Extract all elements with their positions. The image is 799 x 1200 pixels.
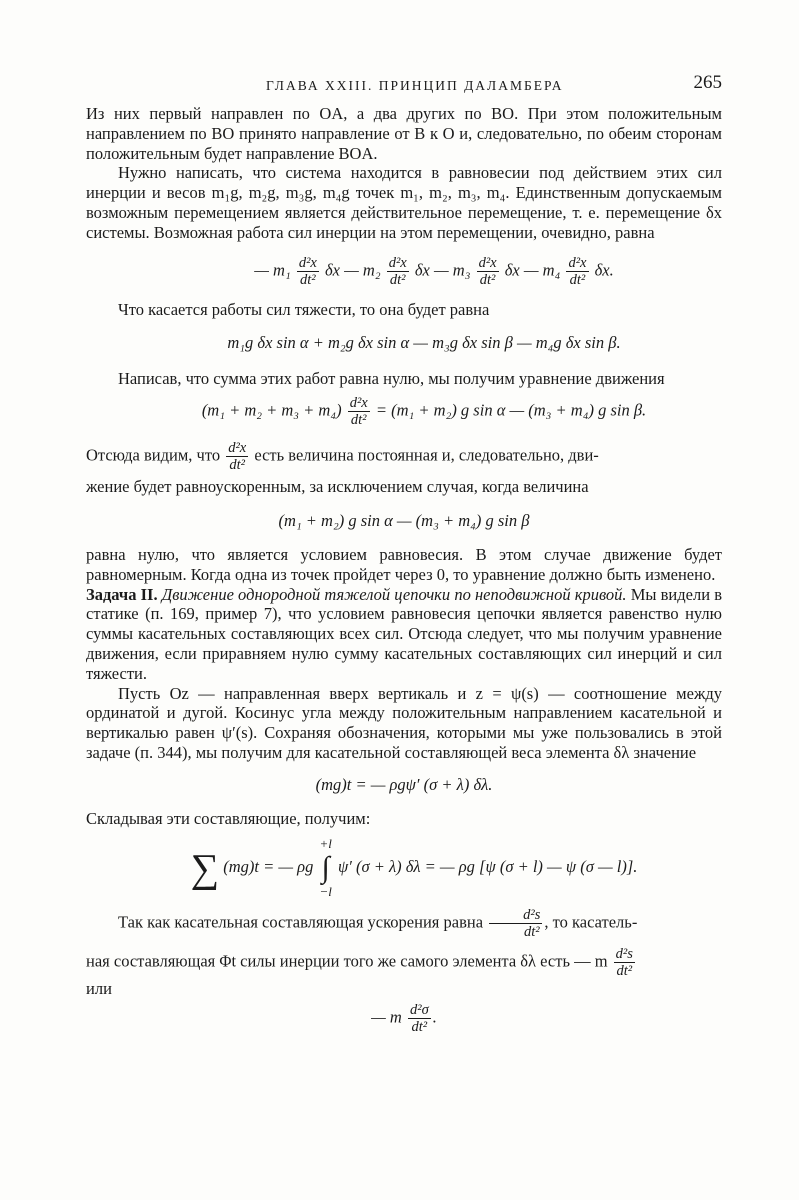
fraction: $\frac{\text{d²s}}{\text{dt²}}$: [489, 907, 542, 940]
paragraph-1: Из них первый направлен по OA, а два других по BO. При этом положительным направлением по BO принято направление от B к O и, следовательно, по обеим сторонам положительным будет направление BOA.: [86, 104, 722, 163]
paragraph-5a: Отсюда видим, что $\frac{\text{d²x}}{\text{dt²}}$ есть величина постоянная и, следовательно, дви-: [86, 440, 599, 474]
paragraph-10a: Так как касательная составляющая ускорения равна $\frac{\text{d²s}}{\text{dt²}}$ , то касатель-: [118, 906, 638, 940]
paragraph-10b: ная составляющая Φt силы инерции того же самого элемента δλ есть — m $\frac{\text{d²s}}{\text{dt²}}$: [86, 945, 633, 979]
paragraph-9: Складывая эти составляющие, получим:: [86, 808, 371, 828]
equation-inertia-work: [146, 255, 722, 288]
paragraph-3: Что касается работы сил тяжести, то она будет равна: [118, 299, 490, 319]
fraction: $\frac{\text{d²x}}{\text{dt²}}$: [388, 254, 407, 288]
fraction: $\frac{\text{d²x}}{\text{dt²}}$: [298, 254, 317, 288]
task-text: Мы видели в статике (п. 169, пример 7), что условием равновесия цепочки является равенство нулю суммы касательных составляющих всех сил. Отсюда следует, что мы получим уравнение движения, если приравняем нулю сумму касательных составляющих сил инерций и сил тяжести.: [86, 584, 723, 683]
paragraph-8: Пусть Oz — направленная вверх вертикаль и z = ψ(s) — соотношение между ординатой и дугой. Косинус угла между положительным направлением касательной и вертикалью равен ψ′(s). Сохраняя обозначения, которыми мы уже пользовались в этой задаче (п. 344), мы получим для касательной составляющей веса элемента δλ значение: [86, 683, 722, 762]
paragraph-6: равна нулю, что является условием равновесия. В этом случае движение будет равномерным. Когда одна из точек пройдет через 0, то уравнение должно быть изменено.: [86, 544, 722, 584]
equation-gravity-work: m₁g δx sin α + m₂g δx sin α — m₃g δx sin β — m₄g δx sin β.: [227, 333, 621, 353]
paragraph-2: Нужно написать, что система находится в равновесии под действием этих сил инерции и весов m₁g, m₂g, m₃g, m₄g точек m₁, m₂, m₃, m₄. Единственным допускаемым возможным перемещением является действительное перемещение, т. е. перемещение δx системы. Возможная работа сил инерции на этом перемещении, очевидно, равна: [86, 163, 722, 242]
chapter-title: ГЛАВА XXIII. ПРИНЦИП ДАЛАМБЕРА: [266, 78, 564, 93]
eq1-term-4: δx — m₄: [504, 259, 561, 279]
fraction: $\frac{\text{d²σ}}{\text{dt²}}$: [409, 1002, 429, 1036]
equation-sum: ∑ (mg)t = — ρg +l ∫ −l ψ′ (σ + λ) δλ = — ρg [ψ (σ + l) — ψ (σ — l)].: [190, 835, 638, 899]
fraction: $\frac{\text{d²x}}{\text{dt²}}$: [349, 395, 368, 429]
equation-inertia-component: — m $\frac{\text{d²σ}}{\text{dt²}}$ .: [371, 1002, 437, 1036]
eq1-term-3: δx — m₃: [414, 259, 471, 279]
eq1-term-5: δx.: [594, 259, 614, 279]
task-label: Задача II.: [86, 584, 158, 604]
fraction: $\frac{\text{d²x}}{\text{dt²}}$: [478, 254, 497, 288]
eq1-term-1: — m₁: [254, 259, 291, 279]
equation-condition: (m₁ + m₂) g sin α — (m₃ + m₄) g sin β: [278, 510, 530, 530]
task-title: Движение однородной тяжелой цепочки по неподвижной кривой.: [161, 584, 627, 604]
paragraph-4: Написав, что сумма этих работ равна нулю, мы получим уравнение движения: [118, 369, 665, 389]
fraction: $\frac{\text{d²s}}{\text{dt²}}$: [615, 945, 633, 979]
book-page: [86, 70, 722, 1035]
page-number: 265: [693, 72, 722, 93]
fraction: $\frac{\text{d²x}}{\text{dt²}}$: [568, 254, 587, 288]
eq1-term-2: δx — m₂: [325, 259, 381, 279]
paragraph-5b: жение будет равноускоренным, за исключением случая, когда величина: [86, 477, 589, 497]
equation-motion: (m₁ + m₂ + m₃ + m₄) $\frac{\text{d²x}}{\text{dt²}}$ = (m₁ + m₂) g sin α — (m₃ + m₄) g sin β.: [201, 395, 647, 429]
equation-tangential-weight: (mg)t = — ρgψ′ (σ + λ) δλ.: [315, 774, 493, 794]
integral-sign: +l ∫ −l: [319, 835, 332, 899]
task-2-paragraph: [86, 585, 722, 684]
page-header: [86, 70, 722, 104]
paragraph-10c: или: [86, 978, 112, 998]
fraction: $\frac{\text{d²x}}{\text{dt²}}$: [228, 440, 247, 474]
